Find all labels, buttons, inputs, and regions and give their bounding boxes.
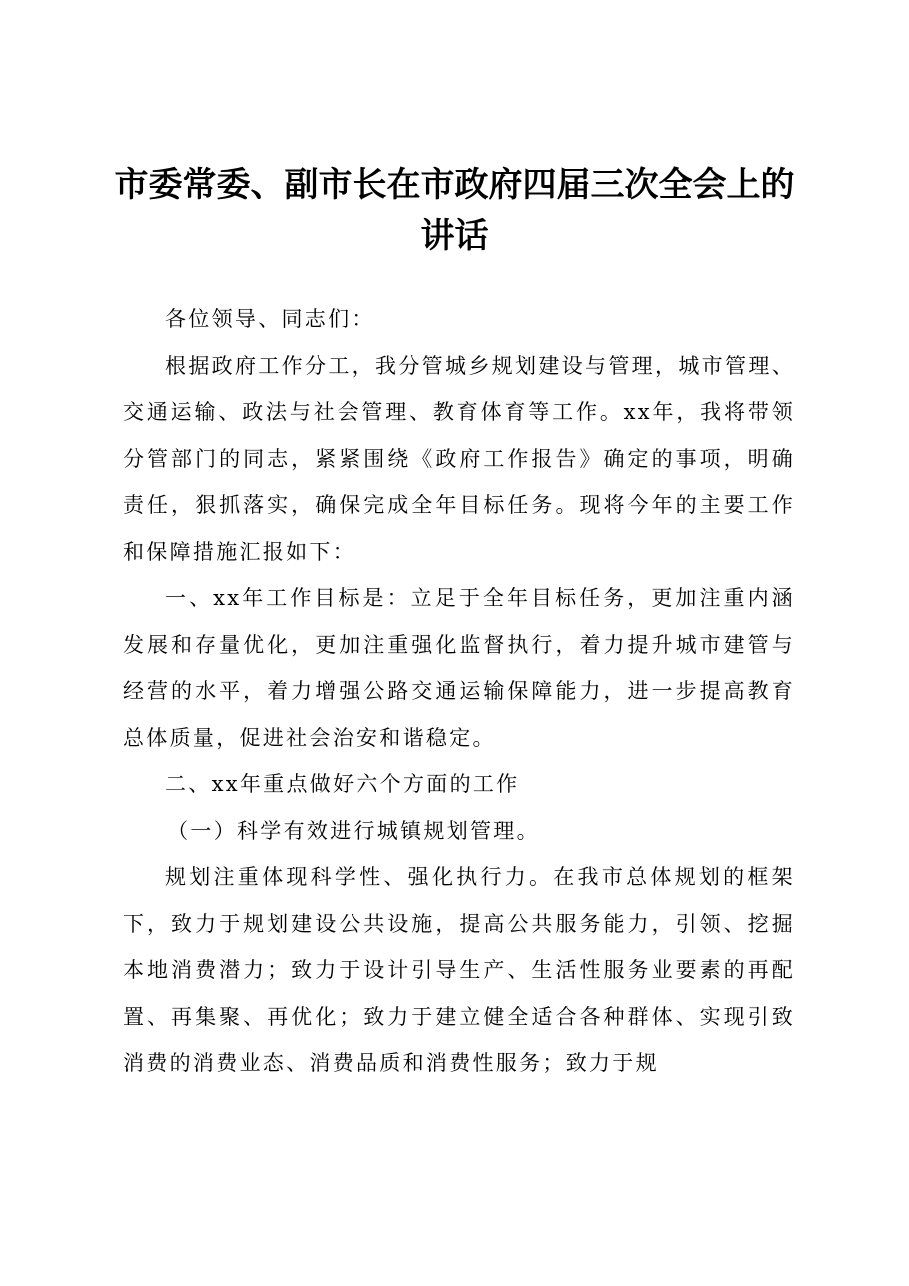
document-title: 市委常委、副市长在市政府四届三次全会上的讲话 — [114, 165, 795, 256]
planning-paragraph: 规划注重体现科学性、强化执行力。在我市总体规划的框架下，致力于规划建设公共设施，提高公共服务能力，引领、挖掘本地消费潜力；致力于设计引导生产、生活性服务业要素的再配置、再集聚、再优化；致力于建立健全适合各种群体、实现引致消费的消费业态、消费品质和消费性服务；致力于规 — [123, 865, 795, 1075]
subsection-heading: （一）科学有效进行城镇规划管理。 — [167, 818, 540, 843]
intro-paragraph: 根据政府工作分工，我分管城乡规划建设与管理，城市管理、交通运输、政法与社会管理、教育体育等工作。xx年，我将带领分管部门的同志，紧紧围绕《政府工作报告》确定的事项，明确责任，狠抓落实，确保完成全年目标任务。现将今年的主要工作和保障措施汇报如下： — [123, 353, 795, 564]
document-body — [123, 296, 795, 1087]
section-heading: 二、xx年重点做好六个方面的工作 — [165, 772, 520, 796]
salutation-paragraph: 各位领导、同志们： — [165, 307, 375, 331]
goals-paragraph: 一、xx年工作目标是：立足于全年目标任务，更加注重内涵发展和存量优化，更加注重强化监督执行，着力提升城市建管与经营的水平，着力增强公路交通运输保障能力，进一步提高教育总体质量，促进社会治安和谐稳定。 — [123, 586, 795, 750]
